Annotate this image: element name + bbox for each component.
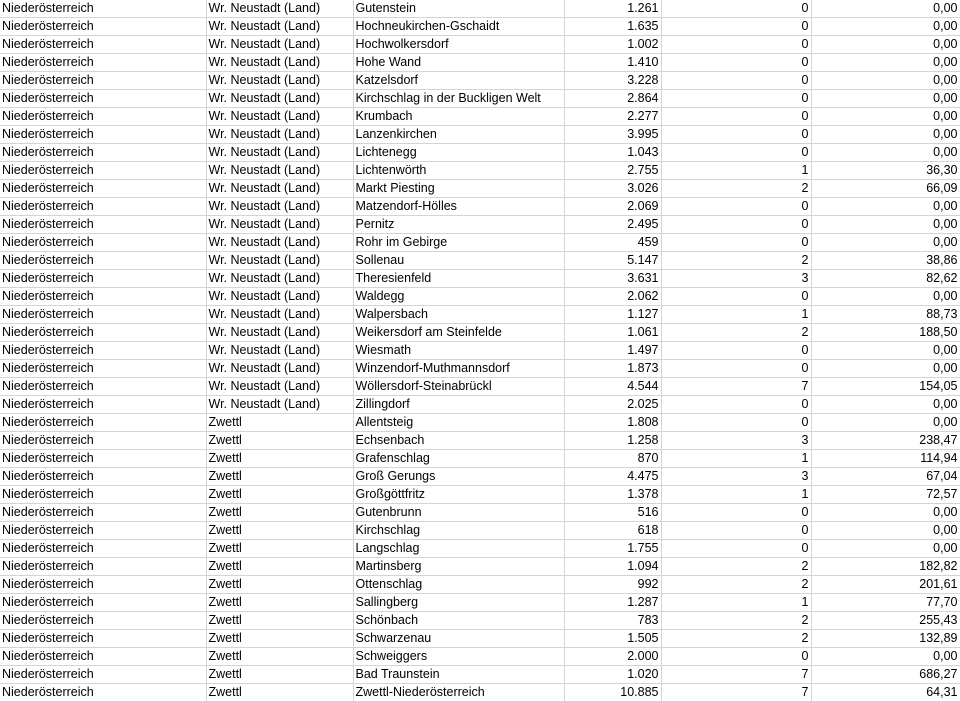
gemeinde-cell[interactable]: Wöllersdorf-Steinabrückl [353, 378, 564, 396]
inzidenz-cell[interactable]: 255,43 [811, 612, 960, 630]
inzidenz-cell[interactable]: 154,05 [811, 378, 960, 396]
inzidenz-cell[interactable]: 67,04 [811, 468, 960, 486]
bundesland-cell[interactable]: Niederösterreich [0, 378, 206, 396]
bundesland-cell[interactable]: Niederösterreich [0, 108, 206, 126]
gemeinde-cell[interactable]: Krumbach [353, 108, 564, 126]
faelle-cell[interactable]: 7 [661, 378, 811, 396]
einwohner-cell[interactable]: 3.995 [564, 126, 661, 144]
gemeinde-cell[interactable]: Weikersdorf am Steinfelde [353, 324, 564, 342]
einwohner-cell[interactable]: 3.228 [564, 72, 661, 90]
inzidenz-cell[interactable]: 66,09 [811, 180, 960, 198]
bezirk-cell[interactable]: Zwettl [206, 576, 353, 594]
gemeinde-cell[interactable]: Martinsberg [353, 558, 564, 576]
gemeinde-cell[interactable]: Echsenbach [353, 432, 564, 450]
faelle-cell[interactable]: 2 [661, 324, 811, 342]
inzidenz-cell[interactable]: 0,00 [811, 414, 960, 432]
inzidenz-cell[interactable]: 0,00 [811, 648, 960, 666]
table-row [0, 432, 960, 450]
table-row [0, 54, 960, 72]
bezirk-cell[interactable]: Zwettl [206, 504, 353, 522]
einwohner-cell[interactable]: 2.277 [564, 108, 661, 126]
table-row [0, 396, 960, 414]
gemeinde-cell[interactable]: Zwettl-Niederösterreich [353, 684, 564, 702]
bezirk-cell[interactable]: Zwettl [206, 522, 353, 540]
bezirk-cell[interactable]: Wr. Neustadt (Land) [206, 90, 353, 108]
bezirk-cell[interactable]: Wr. Neustadt (Land) [206, 0, 353, 18]
table-row [0, 36, 960, 54]
inzidenz-cell[interactable]: 0,00 [811, 540, 960, 558]
faelle-cell[interactable]: 1 [661, 486, 811, 504]
einwohner-cell[interactable]: 1.287 [564, 594, 661, 612]
einwohner-cell[interactable]: 1.061 [564, 324, 661, 342]
inzidenz-cell[interactable]: 238,47 [811, 432, 960, 450]
table-row [0, 306, 960, 324]
bundesland-cell[interactable]: Niederösterreich [0, 396, 206, 414]
faelle-cell[interactable]: 0 [661, 216, 811, 234]
einwohner-cell[interactable]: 1.261 [564, 0, 661, 18]
bundesland-cell[interactable]: Niederösterreich [0, 180, 206, 198]
faelle-cell[interactable]: 2 [661, 576, 811, 594]
table-row [0, 234, 960, 252]
bundesland-cell[interactable]: Niederösterreich [0, 360, 206, 378]
einwohner-cell[interactable]: 1.043 [564, 144, 661, 162]
table-row [0, 252, 960, 270]
bundesland-cell[interactable]: Niederösterreich [0, 36, 206, 54]
table-row [0, 72, 960, 90]
einwohner-cell[interactable]: 516 [564, 504, 661, 522]
bezirk-cell[interactable]: Zwettl [206, 648, 353, 666]
faelle-cell[interactable]: 1 [661, 306, 811, 324]
faelle-cell[interactable]: 0 [661, 108, 811, 126]
faelle-cell[interactable]: 0 [661, 54, 811, 72]
einwohner-cell[interactable]: 2.062 [564, 288, 661, 306]
einwohner-cell[interactable]: 1.258 [564, 432, 661, 450]
gemeinde-cell[interactable]: Schwarzenau [353, 630, 564, 648]
bundesland-cell[interactable]: Niederösterreich [0, 414, 206, 432]
bundesland-cell[interactable]: Niederösterreich [0, 342, 206, 360]
gemeinde-cell[interactable]: Schweiggers [353, 648, 564, 666]
bezirk-cell[interactable]: Zwettl [206, 630, 353, 648]
gemeinde-cell[interactable]: Bad Traunstein [353, 666, 564, 684]
inzidenz-cell[interactable]: 0,00 [811, 360, 960, 378]
inzidenz-cell[interactable]: 0,00 [811, 126, 960, 144]
gemeinde-cell[interactable]: Sallingberg [353, 594, 564, 612]
faelle-cell[interactable]: 0 [661, 540, 811, 558]
inzidenz-cell[interactable]: 0,00 [811, 0, 960, 18]
einwohner-cell[interactable]: 2.069 [564, 198, 661, 216]
faelle-cell[interactable]: 7 [661, 684, 811, 702]
faelle-cell[interactable]: 1 [661, 162, 811, 180]
table-row [0, 414, 960, 432]
einwohner-cell[interactable]: 1.094 [564, 558, 661, 576]
bundesland-cell[interactable]: Niederösterreich [0, 576, 206, 594]
faelle-cell[interactable]: 2 [661, 612, 811, 630]
bundesland-cell[interactable]: Niederösterreich [0, 612, 206, 630]
table-row [0, 558, 960, 576]
table-row [0, 108, 960, 126]
bundesland-cell[interactable]: Niederösterreich [0, 0, 206, 18]
gemeinde-cell[interactable]: Lanzenkirchen [353, 126, 564, 144]
bezirk-cell[interactable]: Wr. Neustadt (Land) [206, 252, 353, 270]
table-row [0, 162, 960, 180]
inzidenz-cell[interactable]: 0,00 [811, 54, 960, 72]
inzidenz-cell[interactable]: 182,82 [811, 558, 960, 576]
einwohner-cell[interactable]: 4.544 [564, 378, 661, 396]
faelle-cell[interactable]: 0 [661, 36, 811, 54]
bezirk-cell[interactable]: Wr. Neustadt (Land) [206, 108, 353, 126]
table-row [0, 540, 960, 558]
bundesland-cell[interactable]: Niederösterreich [0, 90, 206, 108]
inzidenz-cell[interactable]: 114,94 [811, 450, 960, 468]
bezirk-cell[interactable]: Wr. Neustadt (Land) [206, 72, 353, 90]
bundesland-cell[interactable]: Niederösterreich [0, 306, 206, 324]
bezirk-cell[interactable]: Wr. Neustadt (Land) [206, 162, 353, 180]
bundesland-cell[interactable]: Niederösterreich [0, 486, 206, 504]
bezirk-cell[interactable]: Wr. Neustadt (Land) [206, 288, 353, 306]
gemeinde-cell[interactable]: Lichtenwörth [353, 162, 564, 180]
bundesland-cell[interactable]: Niederösterreich [0, 54, 206, 72]
bezirk-cell[interactable]: Wr. Neustadt (Land) [206, 234, 353, 252]
inzidenz-cell[interactable]: 0,00 [811, 396, 960, 414]
bezirk-cell[interactable]: Wr. Neustadt (Land) [206, 270, 353, 288]
einwohner-cell[interactable]: 3.026 [564, 180, 661, 198]
bezirk-cell[interactable]: Zwettl [206, 414, 353, 432]
bundesland-cell[interactable]: Niederösterreich [0, 72, 206, 90]
faelle-cell[interactable]: 0 [661, 504, 811, 522]
table-row [0, 504, 960, 522]
einwohner-cell[interactable]: 783 [564, 612, 661, 630]
einwohner-cell[interactable]: 2.864 [564, 90, 661, 108]
table-row [0, 324, 960, 342]
faelle-cell[interactable]: 0 [661, 90, 811, 108]
faelle-cell[interactable]: 2 [661, 558, 811, 576]
gemeinde-cell[interactable]: Allentsteig [353, 414, 564, 432]
faelle-cell[interactable]: 0 [661, 234, 811, 252]
bundesland-cell[interactable]: Niederösterreich [0, 324, 206, 342]
table-row [0, 18, 960, 36]
faelle-cell[interactable]: 7 [661, 666, 811, 684]
table-row [0, 648, 960, 666]
inzidenz-cell[interactable]: 201,61 [811, 576, 960, 594]
bundesland-cell[interactable]: Niederösterreich [0, 198, 206, 216]
bundesland-cell[interactable]: Niederösterreich [0, 144, 206, 162]
faelle-cell[interactable]: 0 [661, 360, 811, 378]
table-row [0, 126, 960, 144]
bezirk-cell[interactable]: Wr. Neustadt (Land) [206, 126, 353, 144]
bezirk-cell[interactable]: Zwettl [206, 558, 353, 576]
bezirk-cell[interactable]: Wr. Neustadt (Land) [206, 396, 353, 414]
inzidenz-cell[interactable]: 0,00 [811, 522, 960, 540]
bezirk-cell[interactable]: Wr. Neustadt (Land) [206, 180, 353, 198]
bezirk-cell[interactable]: Wr. Neustadt (Land) [206, 18, 353, 36]
inzidenz-cell[interactable]: 82,62 [811, 270, 960, 288]
einwohner-cell[interactable]: 618 [564, 522, 661, 540]
table-row [0, 666, 960, 684]
inzidenz-cell[interactable]: 0,00 [811, 198, 960, 216]
table-row [0, 360, 960, 378]
einwohner-cell[interactable]: 2.755 [564, 162, 661, 180]
gemeinde-cell[interactable]: Zillingdorf [353, 396, 564, 414]
faelle-cell[interactable]: 0 [661, 414, 811, 432]
bundesland-cell[interactable]: Niederösterreich [0, 288, 206, 306]
inzidenz-cell[interactable]: 38,86 [811, 252, 960, 270]
einwohner-cell[interactable]: 1.808 [564, 414, 661, 432]
faelle-cell[interactable]: 2 [661, 180, 811, 198]
bundesland-cell[interactable]: Niederösterreich [0, 684, 206, 702]
bezirk-cell[interactable]: Wr. Neustadt (Land) [206, 54, 353, 72]
table-row [0, 270, 960, 288]
inzidenz-cell[interactable]: 0,00 [811, 36, 960, 54]
einwohner-cell[interactable]: 1.020 [564, 666, 661, 684]
gemeinde-cell[interactable]: Kirchschlag in der Buckligen Welt [353, 90, 564, 108]
gemeinde-cell[interactable]: Matzendorf-Hölles [353, 198, 564, 216]
bundesland-cell[interactable]: Niederösterreich [0, 522, 206, 540]
inzidenz-cell[interactable]: 188,50 [811, 324, 960, 342]
faelle-cell[interactable]: 0 [661, 126, 811, 144]
table-row [0, 342, 960, 360]
bezirk-cell[interactable]: Zwettl [206, 594, 353, 612]
gemeinde-cell[interactable]: Hochneukirchen-Gschaidt [353, 18, 564, 36]
bundesland-cell[interactable]: Niederösterreich [0, 216, 206, 234]
faelle-cell[interactable]: 0 [661, 522, 811, 540]
inzidenz-cell[interactable]: 686,27 [811, 666, 960, 684]
gemeinde-cell[interactable]: Großgöttfritz [353, 486, 564, 504]
faelle-cell[interactable]: 1 [661, 450, 811, 468]
bezirk-cell[interactable]: Zwettl [206, 432, 353, 450]
table-row [0, 378, 960, 396]
faelle-cell[interactable]: 0 [661, 396, 811, 414]
bezirk-cell[interactable]: Zwettl [206, 612, 353, 630]
gemeinde-cell[interactable]: Gutenbrunn [353, 504, 564, 522]
bezirk-cell[interactable]: Wr. Neustadt (Land) [206, 36, 353, 54]
bundesland-cell[interactable]: Niederösterreich [0, 630, 206, 648]
gemeinde-cell[interactable]: Lichtenegg [353, 144, 564, 162]
gemeinde-cell[interactable]: Markt Piesting [353, 180, 564, 198]
gemeinde-cell[interactable]: Kirchschlag [353, 522, 564, 540]
gemeinde-cell[interactable]: Pernitz [353, 216, 564, 234]
table-row [0, 576, 960, 594]
table-row [0, 198, 960, 216]
inzidenz-cell[interactable]: 132,89 [811, 630, 960, 648]
einwohner-cell[interactable]: 10.885 [564, 684, 661, 702]
bundesland-cell[interactable]: Niederösterreich [0, 432, 206, 450]
bundesland-cell[interactable]: Niederösterreich [0, 18, 206, 36]
einwohner-cell[interactable]: 2.495 [564, 216, 661, 234]
faelle-cell[interactable]: 3 [661, 432, 811, 450]
gemeinde-cell[interactable]: Groß Gerungs [353, 468, 564, 486]
bezirk-cell[interactable]: Wr. Neustadt (Land) [206, 306, 353, 324]
bundesland-cell[interactable]: Niederösterreich [0, 270, 206, 288]
inzidenz-cell[interactable]: 72,57 [811, 486, 960, 504]
bezirk-cell[interactable]: Zwettl [206, 486, 353, 504]
table-row [0, 468, 960, 486]
table-row [0, 630, 960, 648]
bezirk-cell[interactable]: Zwettl [206, 468, 353, 486]
bezirk-cell[interactable]: Wr. Neustadt (Land) [206, 360, 353, 378]
bezirk-cell[interactable]: Wr. Neustadt (Land) [206, 342, 353, 360]
einwohner-cell[interactable]: 2.000 [564, 648, 661, 666]
einwohner-cell[interactable]: 4.475 [564, 468, 661, 486]
gemeinde-cell[interactable]: Grafenschlag [353, 450, 564, 468]
bezirk-cell[interactable]: Wr. Neustadt (Land) [206, 144, 353, 162]
faelle-cell[interactable]: 3 [661, 270, 811, 288]
gemeinde-cell[interactable]: Waldegg [353, 288, 564, 306]
table-row [0, 216, 960, 234]
bundesland-cell[interactable]: Niederösterreich [0, 252, 206, 270]
gemeinde-cell[interactable]: Hochwolkersdorf [353, 36, 564, 54]
gemeinde-cell[interactable]: Theresienfeld [353, 270, 564, 288]
gemeinde-cell[interactable]: Hohe Wand [353, 54, 564, 72]
gemeinde-cell[interactable]: Schönbach [353, 612, 564, 630]
faelle-cell[interactable]: 3 [661, 468, 811, 486]
bezirk-cell[interactable]: Wr. Neustadt (Land) [206, 216, 353, 234]
inzidenz-cell[interactable]: 0,00 [811, 72, 960, 90]
inzidenz-cell[interactable]: 88,73 [811, 306, 960, 324]
faelle-cell[interactable]: 1 [661, 594, 811, 612]
faelle-cell[interactable]: 0 [661, 18, 811, 36]
inzidenz-cell[interactable]: 0,00 [811, 144, 960, 162]
table-row [0, 612, 960, 630]
table-row [0, 684, 960, 702]
einwohner-cell[interactable]: 1.378 [564, 486, 661, 504]
bezirk-cell[interactable]: Zwettl [206, 450, 353, 468]
table-row [0, 90, 960, 108]
bundesland-cell[interactable]: Niederösterreich [0, 540, 206, 558]
einwohner-cell[interactable]: 1.127 [564, 306, 661, 324]
faelle-cell[interactable]: 0 [661, 144, 811, 162]
gemeinde-cell[interactable]: Rohr im Gebirge [353, 234, 564, 252]
einwohner-cell[interactable]: 1.497 [564, 342, 661, 360]
inzidenz-cell[interactable]: 0,00 [811, 234, 960, 252]
gemeinde-cell[interactable]: Ottenschlag [353, 576, 564, 594]
bezirk-cell[interactable]: Wr. Neustadt (Land) [206, 324, 353, 342]
table-row [0, 486, 960, 504]
einwohner-cell[interactable]: 459 [564, 234, 661, 252]
faelle-cell[interactable]: 0 [661, 0, 811, 18]
faelle-cell[interactable]: 0 [661, 342, 811, 360]
bezirk-cell[interactable]: Wr. Neustadt (Land) [206, 198, 353, 216]
bundesland-cell[interactable]: Niederösterreich [0, 450, 206, 468]
bundesland-cell[interactable]: Niederösterreich [0, 504, 206, 522]
bundesland-cell[interactable]: Niederösterreich [0, 594, 206, 612]
einwohner-cell[interactable]: 1.410 [564, 54, 661, 72]
einwohner-cell[interactable]: 1.755 [564, 540, 661, 558]
table-row [0, 450, 960, 468]
table-row [0, 594, 960, 612]
inzidenz-cell[interactable]: 0,00 [811, 342, 960, 360]
gemeinde-cell[interactable]: Katzelsdorf [353, 72, 564, 90]
inzidenz-cell[interactable]: 77,70 [811, 594, 960, 612]
inzidenz-cell[interactable]: 64,31 [811, 684, 960, 702]
bundesland-cell[interactable]: Niederösterreich [0, 234, 206, 252]
table-row [0, 522, 960, 540]
einwohner-cell[interactable]: 992 [564, 576, 661, 594]
bezirk-cell[interactable]: Zwettl [206, 540, 353, 558]
inzidenz-cell[interactable]: 0,00 [811, 504, 960, 522]
bezirk-cell[interactable]: Wr. Neustadt (Land) [206, 378, 353, 396]
gemeinde-cell[interactable]: Wiesmath [353, 342, 564, 360]
bundesland-cell[interactable]: Niederösterreich [0, 126, 206, 144]
einwohner-cell[interactable]: 2.025 [564, 396, 661, 414]
faelle-cell[interactable]: 0 [661, 72, 811, 90]
faelle-cell[interactable]: 2 [661, 252, 811, 270]
faelle-cell[interactable]: 0 [661, 648, 811, 666]
bundesland-cell[interactable]: Niederösterreich [0, 648, 206, 666]
inzidenz-cell[interactable]: 0,00 [811, 108, 960, 126]
faelle-cell[interactable]: 2 [661, 630, 811, 648]
table-row [0, 0, 960, 18]
bezirk-cell[interactable]: Zwettl [206, 666, 353, 684]
inzidenz-cell[interactable]: 0,00 [811, 18, 960, 36]
gemeinde-cell[interactable]: Walpersbach [353, 306, 564, 324]
einwohner-cell[interactable]: 1.505 [564, 630, 661, 648]
table-row [0, 144, 960, 162]
table-row [0, 288, 960, 306]
gemeinde-cell[interactable]: Sollenau [353, 252, 564, 270]
bundesland-cell[interactable]: Niederösterreich [0, 162, 206, 180]
einwohner-cell[interactable]: 5.147 [564, 252, 661, 270]
inzidenz-cell[interactable]: 36,30 [811, 162, 960, 180]
einwohner-cell[interactable]: 3.631 [564, 270, 661, 288]
gemeinde-cell[interactable]: Winzendorf-Muthmannsdorf [353, 360, 564, 378]
inzidenz-cell[interactable]: 0,00 [811, 90, 960, 108]
bundesland-cell[interactable]: Niederösterreich [0, 468, 206, 486]
bundesland-cell[interactable]: Niederösterreich [0, 558, 206, 576]
table-row [0, 180, 960, 198]
einwohner-cell[interactable]: 1.635 [564, 18, 661, 36]
einwohner-cell[interactable]: 1.002 [564, 36, 661, 54]
faelle-cell[interactable]: 0 [661, 288, 811, 306]
bezirk-cell[interactable]: Zwettl [206, 684, 353, 702]
gemeinde-cell[interactable]: Langschlag [353, 540, 564, 558]
bundesland-cell[interactable]: Niederösterreich [0, 666, 206, 684]
faelle-cell[interactable]: 0 [661, 198, 811, 216]
inzidenz-cell[interactable]: 0,00 [811, 288, 960, 306]
einwohner-cell[interactable]: 1.873 [564, 360, 661, 378]
gemeinde-cell[interactable]: Gutenstein [353, 0, 564, 18]
inzidenz-cell[interactable]: 0,00 [811, 216, 960, 234]
einwohner-cell[interactable]: 870 [564, 450, 661, 468]
